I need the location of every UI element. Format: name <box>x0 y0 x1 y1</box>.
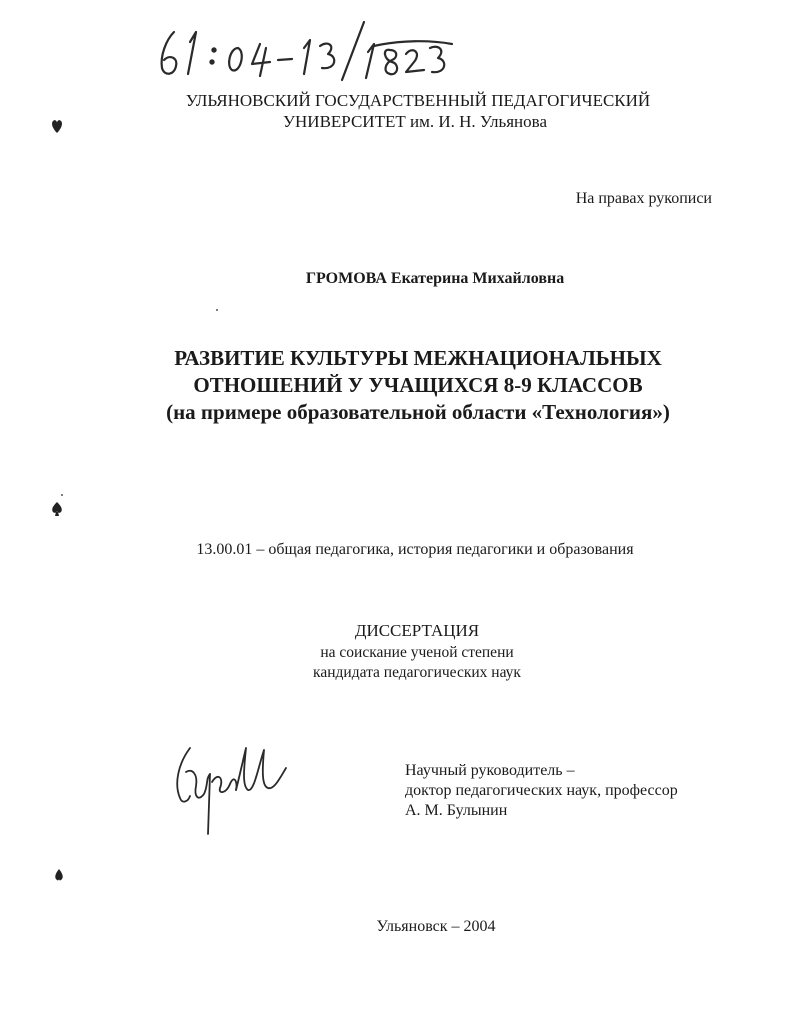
rights-note: На правах рукописи <box>575 190 712 207</box>
scan-dot <box>61 494 63 496</box>
advisor-role: Научный руководитель – <box>405 762 575 779</box>
city-year: Ульяновск – 2004 <box>376 918 496 935</box>
title-line1: РАЗВИТИЕ КУЛЬТУРЫ МЕЖНАЦИОНАЛЬНЫХ <box>174 346 662 370</box>
advisor-name: А. М. Булынин <box>405 802 508 819</box>
title-line2: ОТНОШЕНИЙ У УЧАЩИХСЯ 8-9 КЛАССОВ <box>193 373 643 397</box>
dissertation-degree-line1: на соискание ученой степени <box>320 644 514 661</box>
advisor-block <box>405 761 678 821</box>
advisor-signature <box>168 738 292 836</box>
university-name-line1: УЛЬЯНОВСКИЙ ГОСУДАРСТВЕННЫЙ ПЕДАГОГИЧЕСКИЙ <box>185 91 651 110</box>
author-given-names: Екатерина Михайловна <box>390 270 565 287</box>
university-name-line2: УНИВЕРСИТЕТ им. И. Н. Ульянова <box>282 112 548 131</box>
title-line3: (на примере образовательной области «Технология») <box>166 400 670 424</box>
author-name <box>0 270 799 288</box>
binding-mark-icon <box>50 117 64 135</box>
handwritten-catalog-number <box>152 18 462 82</box>
binding-mark-icon <box>52 867 66 885</box>
binding-mark-icon <box>50 500 64 518</box>
scan-dot <box>216 309 218 311</box>
advisor-degree: доктор педагогических наук, профессор <box>405 782 678 799</box>
dissertation-type: ДИССЕРТАЦИЯ <box>354 621 480 640</box>
specialty-code: 13.00.01 – общая педагогика, история педагогики и образования <box>196 541 634 558</box>
author-surname: ГРОМОВА <box>305 270 387 287</box>
dissertation-degree-line2: кандидата педагогических наук <box>313 664 521 681</box>
